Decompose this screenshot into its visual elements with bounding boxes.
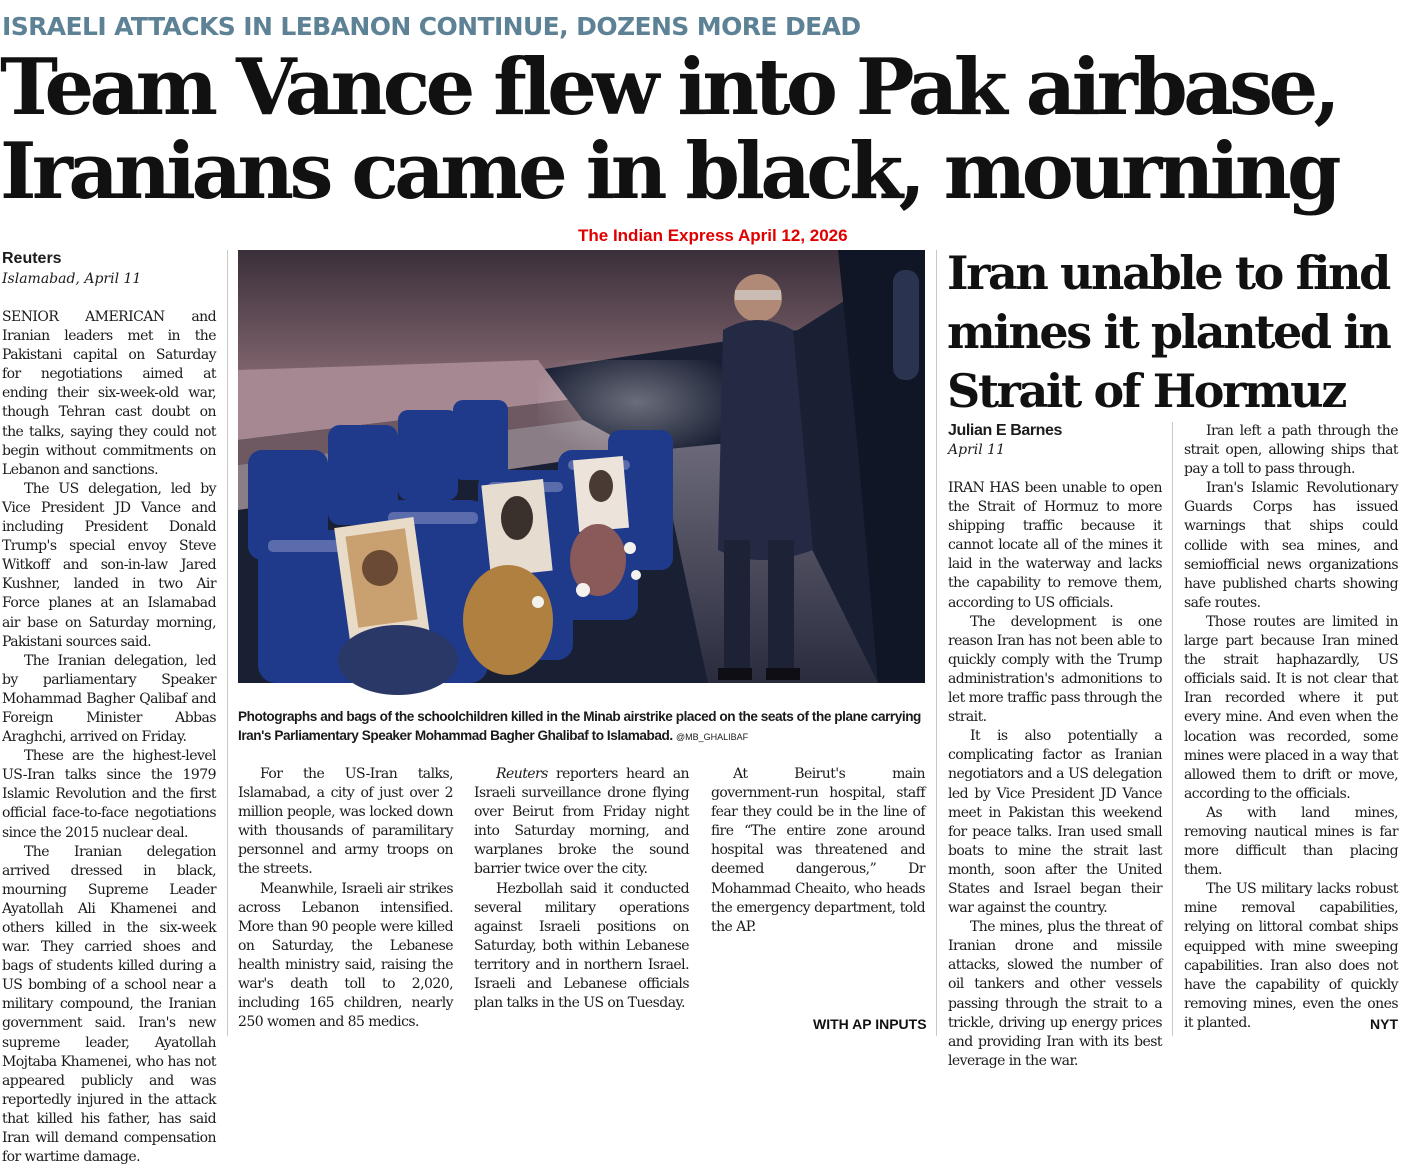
article-paragraph: Those routes are limited in large part because Iran mined the strait haphazardly, US officials said. It is not clear that Iran recorded where it put every mine. And even when the location was recorded, some mines were placed in a way that allowed them to drift or move, according to the officials. [1184, 613, 1398, 802]
cabin-illustration [238, 250, 925, 683]
headline-line-1: Team Vance flew into Pak airbase, [0, 42, 1337, 133]
article-paragraph: For the US-Iran talks, Islamabad, a city of just over 2 million people, was locked down with thousands of paramilitary personnel and army troops on the streets. [238, 766, 453, 878]
main-story-column-4 [711, 765, 925, 1015]
ap-inputs-tag: WITH AP INPUTS [813, 1016, 927, 1032]
side-story-column-1 [948, 479, 1162, 1069]
article-paragraph: These are the highest-level US-Iran talks since the 1979 Islamic Revolution and the first official face-to-face negotiations since the 2015 nuclear deal. [2, 748, 216, 841]
article-paragraph: SENIOR AMERICAN and Iranian leaders met in the Pakistani capital on Saturday for negotiations aimed at ending their six-week-old war, though Tehran cast doubt on the talks, saying they could not begin without commitments on Lebanon and sanctions. [2, 309, 216, 478]
article-paragraph: Hezbollah said it conducted several military operations against Israeli positions on Saturday, both within Lebanese territory and in northern Israel. Israeli and Lebanese officials plan talks in the US on Tuesday. [474, 880, 689, 1012]
article-paragraph: Iran's Islamic Revolutionary Guards Corps has issued warnings that ships could collide with sea mines, and semiofficial news organizations have published charts showing safe routes. [1184, 480, 1398, 611]
article-paragraph-flowing: The Iranian delegation arrived dressed in black, mourning Supreme Leader Ayatollah Ali Khamenei and others killed in the six-week war. They carried shoes and bags of students killed during a US bombing of a school near a military compound, the Iranian government said. Iran's new supreme leader, Ayatollah Mojtaba Khamenei, who has not appeared publicly and was reportedly injured in the attack that killed his father, has said Iran will demand compensation for wartime damage. [2, 843, 216, 1166]
main-story-column-3 [474, 765, 689, 1036]
source-note: The Indian Express April 12, 2026 [578, 226, 848, 245]
article-paragraph: Meanwhile, Israeli air strikes across Lebanon intensified. More than 90 people were killed on Saturday, the Lebanese health ministry said, raising the war's death toll to 2,020, including 165 children, nearly 250 women and 85 medics. [238, 880, 453, 1031]
headline-line-2: Iranians came in black, mourning [0, 126, 1337, 217]
article-paragraph: The US delegation, led by Vice President JD Vance and including President Donald Trump's special envoy Steve Witkoff and son-in-law Jared Kushner, landed in two Air Force planes at an Islamabad air base on Saturday morning, Pakistani sources said. [2, 480, 216, 650]
side-author: Julian E Barnes [948, 422, 1063, 439]
article-paragraph [474, 765, 689, 880]
article-paragraph: The US military lacks robust mine removal capabilities, relying on littoral combat ships equipped with mine sweeping capabilities. Iran also does not have the capability of quickly removing mines, even the ones it planted. [1184, 881, 1398, 1031]
article-paragraph: IRAN HAS been unable to open the Strait of Hormuz to more shipping traffic because it cannot locate all of the mines it laid in the waterway and lacks the capability to remove them, according to US officials. [948, 480, 1162, 611]
main-story-column-1 [2, 308, 216, 1166]
article-paragraph: The Iranian delegation, led by parliamentary Speaker Mohammad Bagher Qalibaf and Foreign Minister Abbas Araghchi, arrived on Friday. [2, 652, 216, 746]
kicker: ISRAELI ATTACKS IN LEBANON CONTINUE, DOZENS MORE DEAD [2, 12, 861, 41]
nyt-tag: NYT [1370, 1016, 1398, 1032]
side-headline-line-1: Iran unable to find [947, 246, 1389, 300]
column-rule [227, 250, 228, 1036]
article-paragraph-text: reporters heard an Israeli surveillance drone flying over Beirut from Friday night into Saturday morning, and warplanes broke the sound barrier twice over the city. [474, 766, 689, 878]
column-rule [936, 250, 937, 1036]
column-rule [1172, 422, 1173, 1036]
article-paragraph: Iran left a path through the strait open, allowing ships that pay a toll to pass through. [1184, 423, 1398, 478]
article-paragraph: It is also potentially a complicating factor as Iranian negotiators and a US delegation led by Vice President JD Vance meet in Pakistan this weekend for peace talks. Iran used small boats to mine the strait last month, soon after the United States and Israel began their war against the country. [948, 728, 1162, 917]
side-headline [947, 244, 1402, 421]
news-photo [238, 250, 925, 683]
main-story-column-2 [238, 765, 453, 1036]
photo-credit: @MB_GHALIBAF [676, 732, 749, 742]
article-paragraph-flowing: The mines, plus the threat of Iranian drone and missile attacks, slowed the number of oil tankers and other vessels passing through the strait to a trickle, driving up energy prices and providing Iran with its best leverage in the war. [948, 919, 1162, 1069]
main-headline [0, 42, 1400, 217]
main-dateline: Islamabad, April 11 [2, 271, 142, 287]
side-dateline: April 11 [948, 442, 1005, 458]
side-headline-line-3: Strait of Hormuz [947, 364, 1345, 418]
article-paragraph: The development is one reason Iran has not been able to quickly comply with the Trump administration's admonitions to let more traffic pass through the strait. [948, 613, 1162, 726]
photo-caption [238, 707, 928, 747]
side-headline-line-2: mines it planted in [947, 305, 1390, 359]
italic-agency: Reuters [496, 766, 548, 782]
main-byline: Reuters [2, 250, 62, 267]
caption-text: Photographs and bags of the schoolchildren killed in the Minab airstrike placed on the seats of the plane carrying Iran's Parliamentary Speaker Mohammad Bagher Ghalibaf to Islamabad. [238, 709, 921, 743]
article-paragraph: As with land mines, removing nautical mines is far more difficult than placing them. [1184, 804, 1398, 879]
article-paragraph: At Beirut's main government-run hospital, staff fear they could be in the line of fire “The entire zone around hospital was threatened and deemed dangerous,” Dr Mohammad Cheaito, who heads the emergency department, told the AP. [711, 766, 925, 935]
